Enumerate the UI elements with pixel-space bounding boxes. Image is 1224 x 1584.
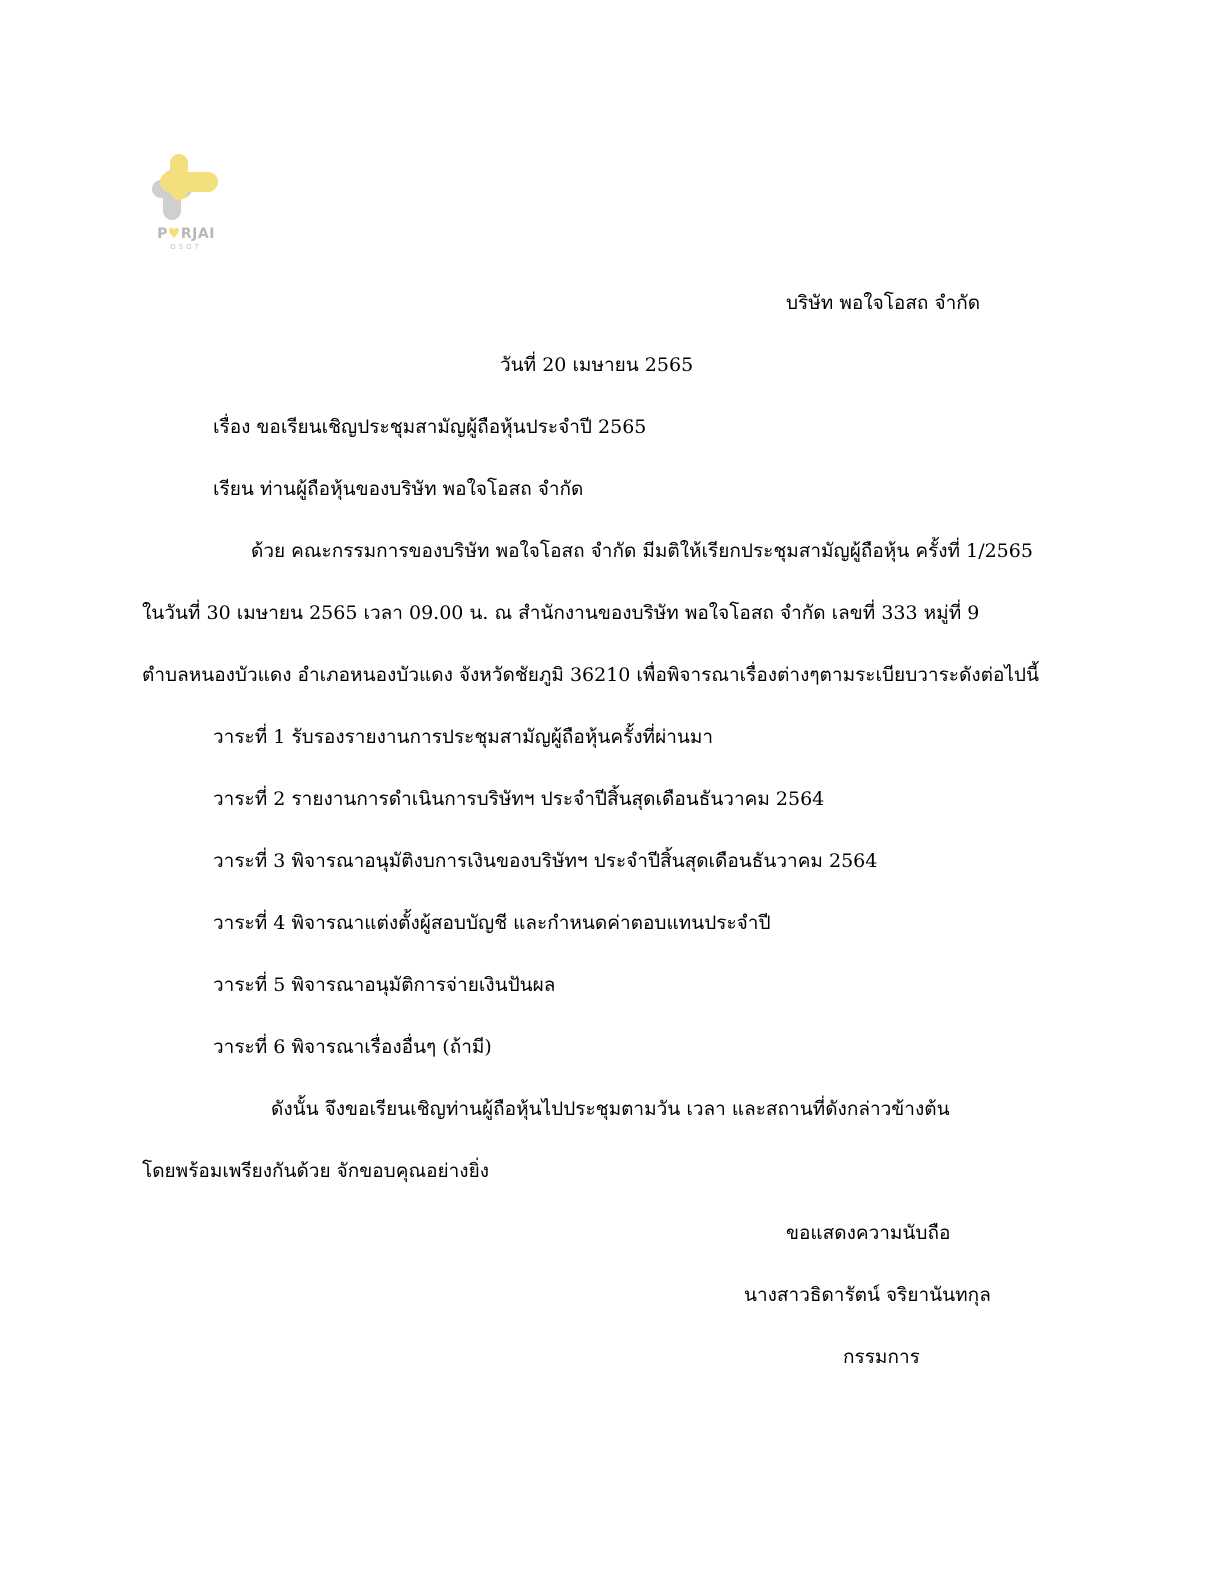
logo-wordmark: P♥RJAI: [157, 226, 215, 242]
signature-regards: ขอแสดงความนับถือ: [786, 1222, 951, 1244]
closing-line: โดยพร้อมเพรียงกันด้วย จักขอบคุณอย่างยิ่ง: [142, 1160, 489, 1182]
company-name: บริษัท พอใจโอสถ จำกัด: [786, 292, 981, 314]
signature-title: กรรมการ: [843, 1346, 920, 1368]
body-line: ด้วย คณะกรรมการของบริษัท พอใจโอสถ จำกัด มีมติให้เรียกประชุมสามัญผู้ถือหุ้น ครั้งที่ 1/2565: [251, 540, 1033, 562]
letter-subject: เรื่อง ขอเรียนเชิญประชุมสามัญผู้ถือหุ้นประจำปี 2565: [213, 416, 647, 438]
body-line: ในวันที่ 30 เมษายน 2565 เวลา 09.00 น. ณ สำนักงานของบริษัท พอใจโอสถ จำกัด เลขที่ 333 หมู่ที่ 9: [142, 602, 980, 624]
cross-logo-icon: [146, 150, 226, 226]
letter-salutation: เรียน ท่านผู้ถือหุ้นของบริษัท พอใจโอสถ จำกัด: [213, 478, 584, 500]
letter-date: วันที่ 20 เมษายน 2565: [500, 354, 694, 376]
heart-icon: ♥: [167, 226, 181, 242]
logo-subtext: OSOT: [170, 243, 202, 251]
signature-name: นางสาวธิดารัตน์ จริยานันทกุล: [744, 1284, 991, 1306]
agenda-item: วาระที่ 3 พิจารณาอนุมัติงบการเงินของบริษัทฯ ประจำปีสิ้นสุดเดือนธันวาคม 2564: [213, 850, 878, 872]
body-line: ตำบลหนองบัวแดง อำเภอหนองบัวแดง จังหวัดชัยภูมิ 36210 เพื่อพิจารณาเรื่องต่างๆตามระเบียบวาระดังต่อไปนี้: [142, 664, 1039, 686]
agenda-item: วาระที่ 1 รับรองรายงานการประชุมสามัญผู้ถือหุ้นครั้งที่ผ่านมา: [213, 726, 714, 748]
agenda-item: วาระที่ 2 รายงานการดำเนินการบริษัทฯ ประจำปีสิ้นสุดเดือนธันวาคม 2564: [213, 788, 825, 810]
agenda-item: วาระที่ 4 พิจารณาแต่งตั้งผู้สอบบัญชี และกำหนดค่าตอบแทนประจำปี: [213, 912, 771, 934]
closing-line: ดังนั้น จึงขอเรียนเชิญท่านผู้ถือหุ้นไปประชุมตามวัน เวลา และสถานที่ดังกล่าวข้างต้น: [271, 1098, 950, 1120]
agenda-item: วาระที่ 5 พิจารณาอนุมัติการจ่ายเงินปันผล: [213, 974, 556, 996]
agenda-item: วาระที่ 6 พิจารณาเรื่องอื่นๆ (ถ้ามี): [213, 1036, 492, 1058]
company-logo: [146, 150, 226, 256]
